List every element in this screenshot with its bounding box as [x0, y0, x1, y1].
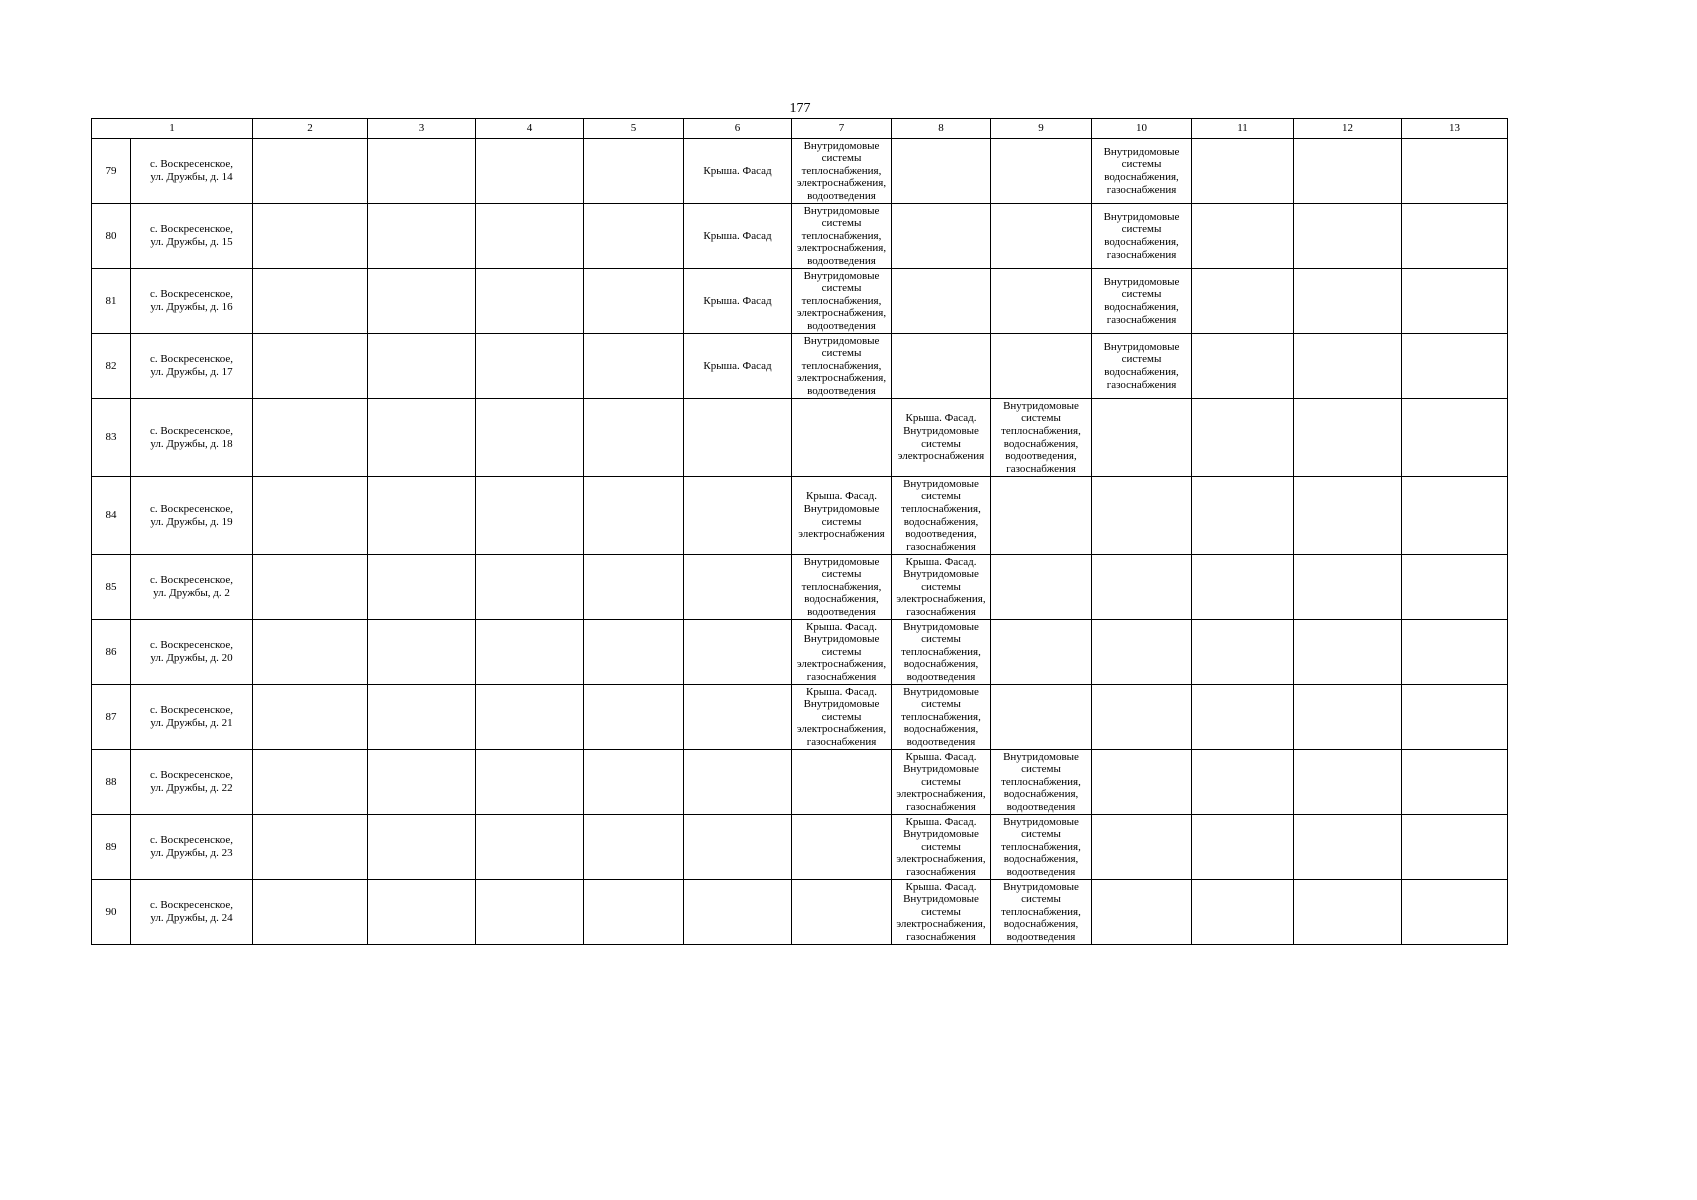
work-cell-5 [584, 204, 684, 269]
row-number-cell: 83 [92, 399, 131, 477]
table-row [92, 750, 1508, 815]
work-cell-3 [368, 139, 476, 204]
work-cell-12 [1294, 880, 1402, 945]
work-cell-12 [1294, 555, 1402, 620]
work-cell-6 [684, 555, 792, 620]
work-cell-9: Внутридомовые системы теплоснабжения, водоснабжения, водоотведения, газоснабжения [991, 399, 1092, 477]
work-cell-5 [584, 555, 684, 620]
work-cell-2 [253, 880, 368, 945]
work-cell-4 [476, 555, 584, 620]
page-number: 177 [789, 101, 811, 116]
work-cell-11 [1192, 269, 1294, 334]
table-row [92, 139, 1508, 204]
row-number-cell: 80 [92, 204, 131, 269]
work-cell-4 [476, 334, 584, 399]
work-cell-11 [1192, 620, 1294, 685]
work-cell-13 [1402, 750, 1508, 815]
header-cell-11: 11 [1192, 119, 1294, 139]
work-cell-11 [1192, 815, 1294, 880]
work-cell-2 [253, 685, 368, 750]
work-cell-10 [1092, 685, 1192, 750]
work-cell-7: Внутридомовые системы теплоснабжения, электроснабжения, водоотведения [792, 139, 892, 204]
work-cell-9 [991, 269, 1092, 334]
work-cell-7: Крыша. Фасад. Внутридомовые системы электроснабжения, газоснабжения [792, 620, 892, 685]
row-number-cell: 84 [92, 477, 131, 555]
work-cell-5 [584, 477, 684, 555]
row-number-cell: 89 [92, 815, 131, 880]
work-cell-3 [368, 620, 476, 685]
work-cell-6 [684, 685, 792, 750]
work-cell-8: Внутридомовые системы теплоснабжения, водоснабжения, водоотведения [892, 620, 991, 685]
work-cell-13 [1402, 620, 1508, 685]
row-number-cell: 87 [92, 685, 131, 750]
table-row [92, 880, 1508, 945]
address-cell: с. Воскресенское, ул. Дружбы, д. 23 [131, 815, 253, 880]
work-cell-6 [684, 880, 792, 945]
work-cell-10: Внутридомовые системы водоснабжения, газоснабжения [1092, 204, 1192, 269]
work-cell-4 [476, 815, 584, 880]
work-cell-3 [368, 685, 476, 750]
work-cell-12 [1294, 269, 1402, 334]
work-cell-8 [892, 334, 991, 399]
work-cell-2 [253, 334, 368, 399]
table-row [92, 815, 1508, 880]
work-cell-9: Внутридомовые системы теплоснабжения, водоснабжения, водоотведения [991, 750, 1092, 815]
work-cell-4 [476, 269, 584, 334]
work-cell-4 [476, 139, 584, 204]
work-cell-5 [584, 750, 684, 815]
work-cell-8: Внутридомовые системы теплоснабжения, водоснабжения, водоотведения, газоснабжения [892, 477, 991, 555]
table-row [92, 620, 1508, 685]
address-cell: с. Воскресенское, ул. Дружбы, д. 17 [131, 334, 253, 399]
work-cell-7: Крыша. Фасад. Внутридомовые системы электроснабжения [792, 477, 892, 555]
header-cell-9: 9 [991, 119, 1092, 139]
work-cell-11 [1192, 204, 1294, 269]
work-cell-3 [368, 204, 476, 269]
header-cell-13: 13 [1402, 119, 1508, 139]
work-cell-5 [584, 334, 684, 399]
work-cell-4 [476, 620, 584, 685]
work-cell-7 [792, 750, 892, 815]
row-number-cell: 81 [92, 269, 131, 334]
address-cell: с. Воскресенское, ул. Дружбы, д. 21 [131, 685, 253, 750]
work-cell-8 [892, 139, 991, 204]
work-cell-7 [792, 880, 892, 945]
header-cell-7: 7 [792, 119, 892, 139]
work-cell-6 [684, 399, 792, 477]
work-cell-3 [368, 334, 476, 399]
work-cell-9 [991, 685, 1092, 750]
work-cell-12 [1294, 477, 1402, 555]
work-cell-7: Внутридомовые системы теплоснабжения, водоснабжения, водоотведения [792, 555, 892, 620]
work-cell-8: Внутридомовые системы теплоснабжения, водоснабжения, водоотведения [892, 685, 991, 750]
work-cell-9 [991, 139, 1092, 204]
work-cell-13 [1402, 815, 1508, 880]
header-cell-3: 3 [368, 119, 476, 139]
work-cell-4 [476, 685, 584, 750]
work-cell-9: Внутридомовые системы теплоснабжения, водоснабжения, водоотведения [991, 815, 1092, 880]
work-cell-3 [368, 269, 476, 334]
work-cell-8: Крыша. Фасад. Внутридомовые системы электроснабжения, газоснабжения [892, 750, 991, 815]
work-cell-11 [1192, 685, 1294, 750]
work-cell-3 [368, 477, 476, 555]
work-cell-12 [1294, 334, 1402, 399]
address-cell: с. Воскресенское, ул. Дружбы, д. 2 [131, 555, 253, 620]
work-cell-10: Внутридомовые системы водоснабжения, газоснабжения [1092, 139, 1192, 204]
work-cell-7: Крыша. Фасад. Внутридомовые системы электроснабжения, газоснабжения [792, 685, 892, 750]
work-cell-4 [476, 204, 584, 269]
address-cell: с. Воскресенское, ул. Дружбы, д. 22 [131, 750, 253, 815]
header-cell-8: 8 [892, 119, 991, 139]
work-cell-5 [584, 399, 684, 477]
row-number-cell: 85 [92, 555, 131, 620]
work-cell-8: Крыша. Фасад. Внутридомовые системы электроснабжения, газоснабжения [892, 880, 991, 945]
work-cell-6: Крыша. Фасад [684, 334, 792, 399]
work-cell-3 [368, 555, 476, 620]
header-cell-2: 2 [253, 119, 368, 139]
work-cell-6: Крыша. Фасад [684, 204, 792, 269]
row-number-cell: 82 [92, 334, 131, 399]
work-cell-11 [1192, 555, 1294, 620]
table-row [92, 477, 1508, 555]
work-cell-2 [253, 750, 368, 815]
work-cell-10 [1092, 750, 1192, 815]
work-cell-6 [684, 750, 792, 815]
work-cell-2 [253, 620, 368, 685]
address-cell: с. Воскресенское, ул. Дружбы, д. 15 [131, 204, 253, 269]
work-cell-10 [1092, 620, 1192, 685]
address-cell: с. Воскресенское, ул. Дружбы, д. 24 [131, 880, 253, 945]
table-row [92, 685, 1508, 750]
work-cell-13 [1402, 477, 1508, 555]
work-cell-5 [584, 880, 684, 945]
work-cell-7: Внутридомовые системы теплоснабжения, электроснабжения, водоотведения [792, 204, 892, 269]
address-cell: с. Воскресенское, ул. Дружбы, д. 19 [131, 477, 253, 555]
header-cell-4: 4 [476, 119, 584, 139]
work-cell-3 [368, 815, 476, 880]
work-cell-4 [476, 750, 584, 815]
address-cell: с. Воскресенское, ул. Дружбы, д. 20 [131, 620, 253, 685]
work-cell-12 [1294, 139, 1402, 204]
work-cell-10: Внутридомовые системы водоснабжения, газоснабжения [1092, 269, 1192, 334]
work-cell-3 [368, 399, 476, 477]
work-cell-9 [991, 555, 1092, 620]
work-cell-5 [584, 139, 684, 204]
work-cell-10 [1092, 555, 1192, 620]
header-row [92, 119, 1508, 139]
work-cell-5 [584, 620, 684, 685]
table-row [92, 334, 1508, 399]
work-cell-10 [1092, 815, 1192, 880]
work-cell-7: Внутридомовые системы теплоснабжения, электроснабжения, водоотведения [792, 334, 892, 399]
work-cell-6 [684, 620, 792, 685]
work-cell-7 [792, 399, 892, 477]
header-cell-12: 12 [1294, 119, 1402, 139]
work-cell-11 [1192, 880, 1294, 945]
table-row [92, 399, 1508, 477]
work-cell-12 [1294, 399, 1402, 477]
work-cell-8 [892, 269, 991, 334]
work-cell-11 [1192, 139, 1294, 204]
work-cell-12 [1294, 620, 1402, 685]
work-cell-13 [1402, 204, 1508, 269]
header-cell-6: 6 [684, 119, 792, 139]
work-cell-5 [584, 269, 684, 334]
work-cell-6 [684, 815, 792, 880]
work-cell-13 [1402, 269, 1508, 334]
work-cell-5 [584, 815, 684, 880]
work-cell-6 [684, 477, 792, 555]
work-cell-2 [253, 269, 368, 334]
work-cell-2 [253, 477, 368, 555]
table-row [92, 204, 1508, 269]
work-cell-2 [253, 204, 368, 269]
work-cell-12 [1294, 815, 1402, 880]
work-cell-9: Внутридомовые системы теплоснабжения, водоснабжения, водоотведения [991, 880, 1092, 945]
work-cell-13 [1402, 334, 1508, 399]
table-row [92, 555, 1508, 620]
work-cell-13 [1402, 555, 1508, 620]
work-cell-13 [1402, 399, 1508, 477]
repair-schedule-table [91, 118, 1508, 945]
work-cell-6: Крыша. Фасад [684, 269, 792, 334]
work-cell-3 [368, 750, 476, 815]
work-cell-9 [991, 204, 1092, 269]
work-cell-2 [253, 555, 368, 620]
work-cell-11 [1192, 750, 1294, 815]
row-number-cell: 88 [92, 750, 131, 815]
address-cell: с. Воскресенское, ул. Дружбы, д. 14 [131, 139, 253, 204]
work-cell-3 [368, 880, 476, 945]
work-cell-8: Крыша. Фасад. Внутридомовые системы электроснабжения [892, 399, 991, 477]
work-cell-8 [892, 204, 991, 269]
work-cell-2 [253, 139, 368, 204]
work-cell-4 [476, 477, 584, 555]
work-cell-5 [584, 685, 684, 750]
work-cell-6: Крыша. Фасад [684, 139, 792, 204]
row-number-cell: 86 [92, 620, 131, 685]
header-cell-5: 5 [584, 119, 684, 139]
work-cell-11 [1192, 334, 1294, 399]
row-number-cell: 90 [92, 880, 131, 945]
work-cell-7 [792, 815, 892, 880]
work-cell-7: Внутридомовые системы теплоснабжения, электроснабжения, водоотведения [792, 269, 892, 334]
work-cell-9 [991, 334, 1092, 399]
work-cell-8: Крыша. Фасад. Внутридомовые системы электроснабжения, газоснабжения [892, 815, 991, 880]
header-cell-10: 10 [1092, 119, 1192, 139]
work-cell-10 [1092, 477, 1192, 555]
work-cell-9 [991, 477, 1092, 555]
work-cell-2 [253, 399, 368, 477]
work-cell-10: Внутридомовые системы водоснабжения, газоснабжения [1092, 334, 1192, 399]
row-number-cell: 79 [92, 139, 131, 204]
work-cell-13 [1402, 685, 1508, 750]
work-cell-11 [1192, 477, 1294, 555]
work-cell-13 [1402, 880, 1508, 945]
address-cell: с. Воскресенское, ул. Дружбы, д. 16 [131, 269, 253, 334]
work-cell-11 [1192, 399, 1294, 477]
work-cell-4 [476, 399, 584, 477]
work-cell-4 [476, 880, 584, 945]
work-cell-9 [991, 620, 1092, 685]
work-cell-2 [253, 815, 368, 880]
work-cell-13 [1402, 139, 1508, 204]
work-cell-10 [1092, 880, 1192, 945]
table-row [92, 269, 1508, 334]
work-cell-12 [1294, 685, 1402, 750]
work-cell-12 [1294, 204, 1402, 269]
work-cell-8: Крыша. Фасад. Внутридомовые системы электроснабжения, газоснабжения [892, 555, 991, 620]
address-cell: с. Воскресенское, ул. Дружбы, д. 18 [131, 399, 253, 477]
work-cell-12 [1294, 750, 1402, 815]
header-cell-1: 1 [92, 119, 253, 139]
work-cell-10 [1092, 399, 1192, 477]
